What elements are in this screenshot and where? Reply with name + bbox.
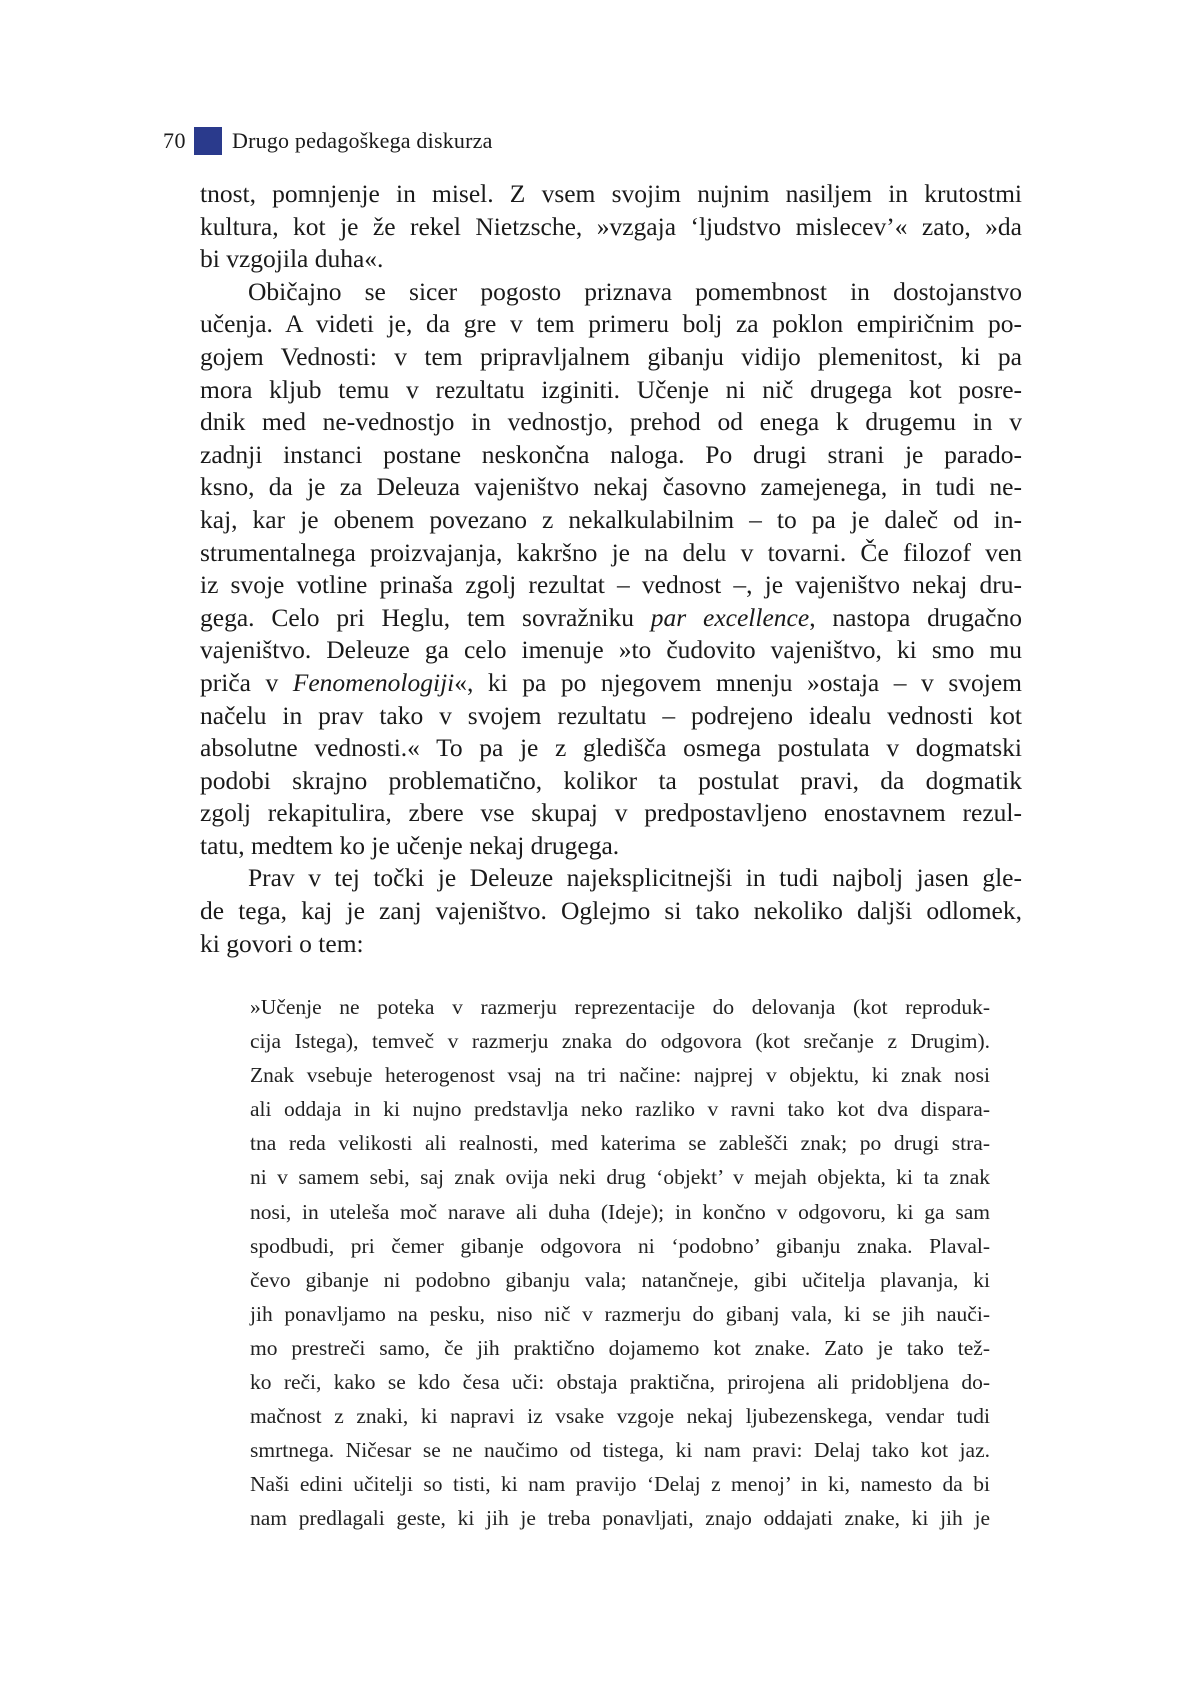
text-line: načelu in prav tako v svojem rezultatu – podrejeno idealu vednosti kot xyxy=(200,700,1022,730)
text-line: gojem Vednosti: v tem pripravljalnem gibanju vidijo plemenitost, ki pa xyxy=(200,341,1022,371)
running-title: Drugo pedagoškega diskurza xyxy=(232,128,493,153)
quote-line: mo prestreči samo, če jih praktično dojamemo kot znake. Zato je tako tež- xyxy=(250,1335,990,1360)
text-line: mora kljub temu v rezultatu izginiti. Učenje ni nič drugega kot posre- xyxy=(200,374,1022,404)
text-line: kultura, kot je že rekel Nietzsche, »vzgaja ‘ljudstvo mislecev’« zato, »da xyxy=(200,211,1022,241)
text-line: dnik med ne-vednostjo in vednostjo, prehod od enega k drugemu in v xyxy=(200,407,1022,437)
main-text xyxy=(200,178,1022,960)
block-quote xyxy=(250,990,990,1536)
paragraph-1 xyxy=(200,178,1022,276)
quote-line: jih ponavljamo na pesku, niso nič v razmerju do gibanj vala, ki se jih nauči- xyxy=(250,1301,990,1326)
text-line: vajeništvo. Deleuze ga celo imenuje »to čudovito vajeništvo, ki smo mu xyxy=(200,635,1022,665)
quote-line: »Učenje ne poteka v razmerju reprezentacije do delovanja (kot reproduk- xyxy=(250,995,990,1019)
paragraph-2 xyxy=(200,276,1022,863)
quote-line: Naši edini učitelji so tisti, ki nam pravijo ‘Delaj z menoj’ in ki, namesto da bi xyxy=(250,1472,990,1497)
text-line: iz svoje votline prinaša zgolj rezultat – vednost –, je vajeništvo nekaj dru- xyxy=(200,570,1022,600)
text-line: kaj, kar je obenem povezano z nekalkulabilnim – to pa je daleč od in- xyxy=(200,504,1022,534)
text-line: ki govori o tem: xyxy=(200,928,364,958)
paragraph-3 xyxy=(200,862,1022,960)
quote-line: nam predlagali geste, ki jih je treba ponavljati, znajo oddajati znake, ki jih je xyxy=(250,1506,990,1531)
quote-line: ko reči, kako se kdo česa uči: obstaja praktična, prirojena ali pridobljena do- xyxy=(250,1370,990,1395)
text-line: Običajno se sicer pogosto priznava pomembnost in dostojanstvo xyxy=(248,276,1022,306)
text-line: de tega, kaj je zanj vajeništvo. Oglejmo si tako nekoliko daljši odlomek, xyxy=(200,896,1022,926)
quote-line: nosi, in uteleša moč narave ali duha (Ideje); in končno v odgovoru, ki ga sam xyxy=(250,1199,990,1224)
text-line: priča v Fenomenologiji«, ki pa po njegovem mnenju »ostaja – v svojem xyxy=(200,667,1022,697)
quote-line: tna reda velikosti ali realnosti, med katerima se zablešči znak; po drugi stra- xyxy=(250,1131,990,1156)
text-line: tnost, pomnjenje in misel. Z vsem svojim nujnim nasiljem in krutostmi xyxy=(200,179,1022,208)
quote-line: smrtnega. Ničesar se ne naučimo od tistega, ki nam pravi: Delaj tako kot jaz. xyxy=(250,1438,990,1463)
text-line: podobi skrajno problematično, kolikor ta postulat pravi, da dogmatik xyxy=(200,765,1022,795)
text-line: zgolj rekapitulira, zbere vse skupaj v predpostavljeno enostavnem rezul- xyxy=(200,798,1022,828)
text-line: gega. Celo pri Heglu, tem sovražniku par excellence, nastopa drugačno xyxy=(200,602,1022,632)
text-line: ksno, da je za Deleuza vajeništvo nekaj časovno zamejenega, in tudi ne- xyxy=(200,472,1022,502)
italic-phrase: par excellence xyxy=(650,602,810,632)
header-square-icon xyxy=(194,127,222,155)
text-line: absolutne vednosti.« To pa je z gledišča osmega postulata v dogmatski xyxy=(200,733,1022,763)
text-line: bi vzgojila duha«. xyxy=(200,244,384,274)
quote-line: čevo gibanje ni podobno gibanju vala; natančneje, gibi učitelja plavanja, ki xyxy=(250,1267,990,1292)
italic-phrase: Fenomenologiji xyxy=(292,667,455,697)
text-line: Prav v tej točki je Deleuze najeksplicitnejši in tudi najbolj jasen gle- xyxy=(248,863,1022,893)
text-line: učenja. A videti je, da gre v tem primeru bolj za poklon empiričnim po- xyxy=(200,309,1022,339)
page-header xyxy=(163,126,493,156)
text-line: strumentalnega proizvajanja, kakršno je na delu v tovarni. Če filozof ven xyxy=(200,537,1022,567)
quote-line: ali oddaja in ki nujno predstavlja neko razliko v ravni tako kot dva dispara- xyxy=(250,1097,990,1122)
quote-line: spodbudi, pri čemer gibanje odgovora ni ‘podobno’ gibanju znaka. Plaval- xyxy=(250,1233,990,1258)
quote-paragraph xyxy=(250,990,990,1536)
quote-line: mačnost z znaki, ki napravi iz vsake vzgoje nekaj ljubezenskega, vendar tudi xyxy=(250,1404,990,1429)
quote-line: cija Istega), temveč v razmerju znaka do odgovora (kot srečanje z Drugim). xyxy=(250,1029,990,1054)
text-line: zadnji instanci postane neskončna naloga. Po drugi strani je parado- xyxy=(200,439,1022,469)
quote-line: ni v samem sebi, saj znak ovija neki drug ‘objekt’ v mejah objekta, ki ta znak xyxy=(250,1165,990,1190)
quote-line: Znak vsebuje heterogenost vsaj na tri načine: najprej v objektu, ki znak nosi xyxy=(250,1063,990,1088)
page-number: 70 xyxy=(163,128,186,153)
text-line: tatu, medtem ko je učenje nekaj drugega. xyxy=(200,830,620,860)
